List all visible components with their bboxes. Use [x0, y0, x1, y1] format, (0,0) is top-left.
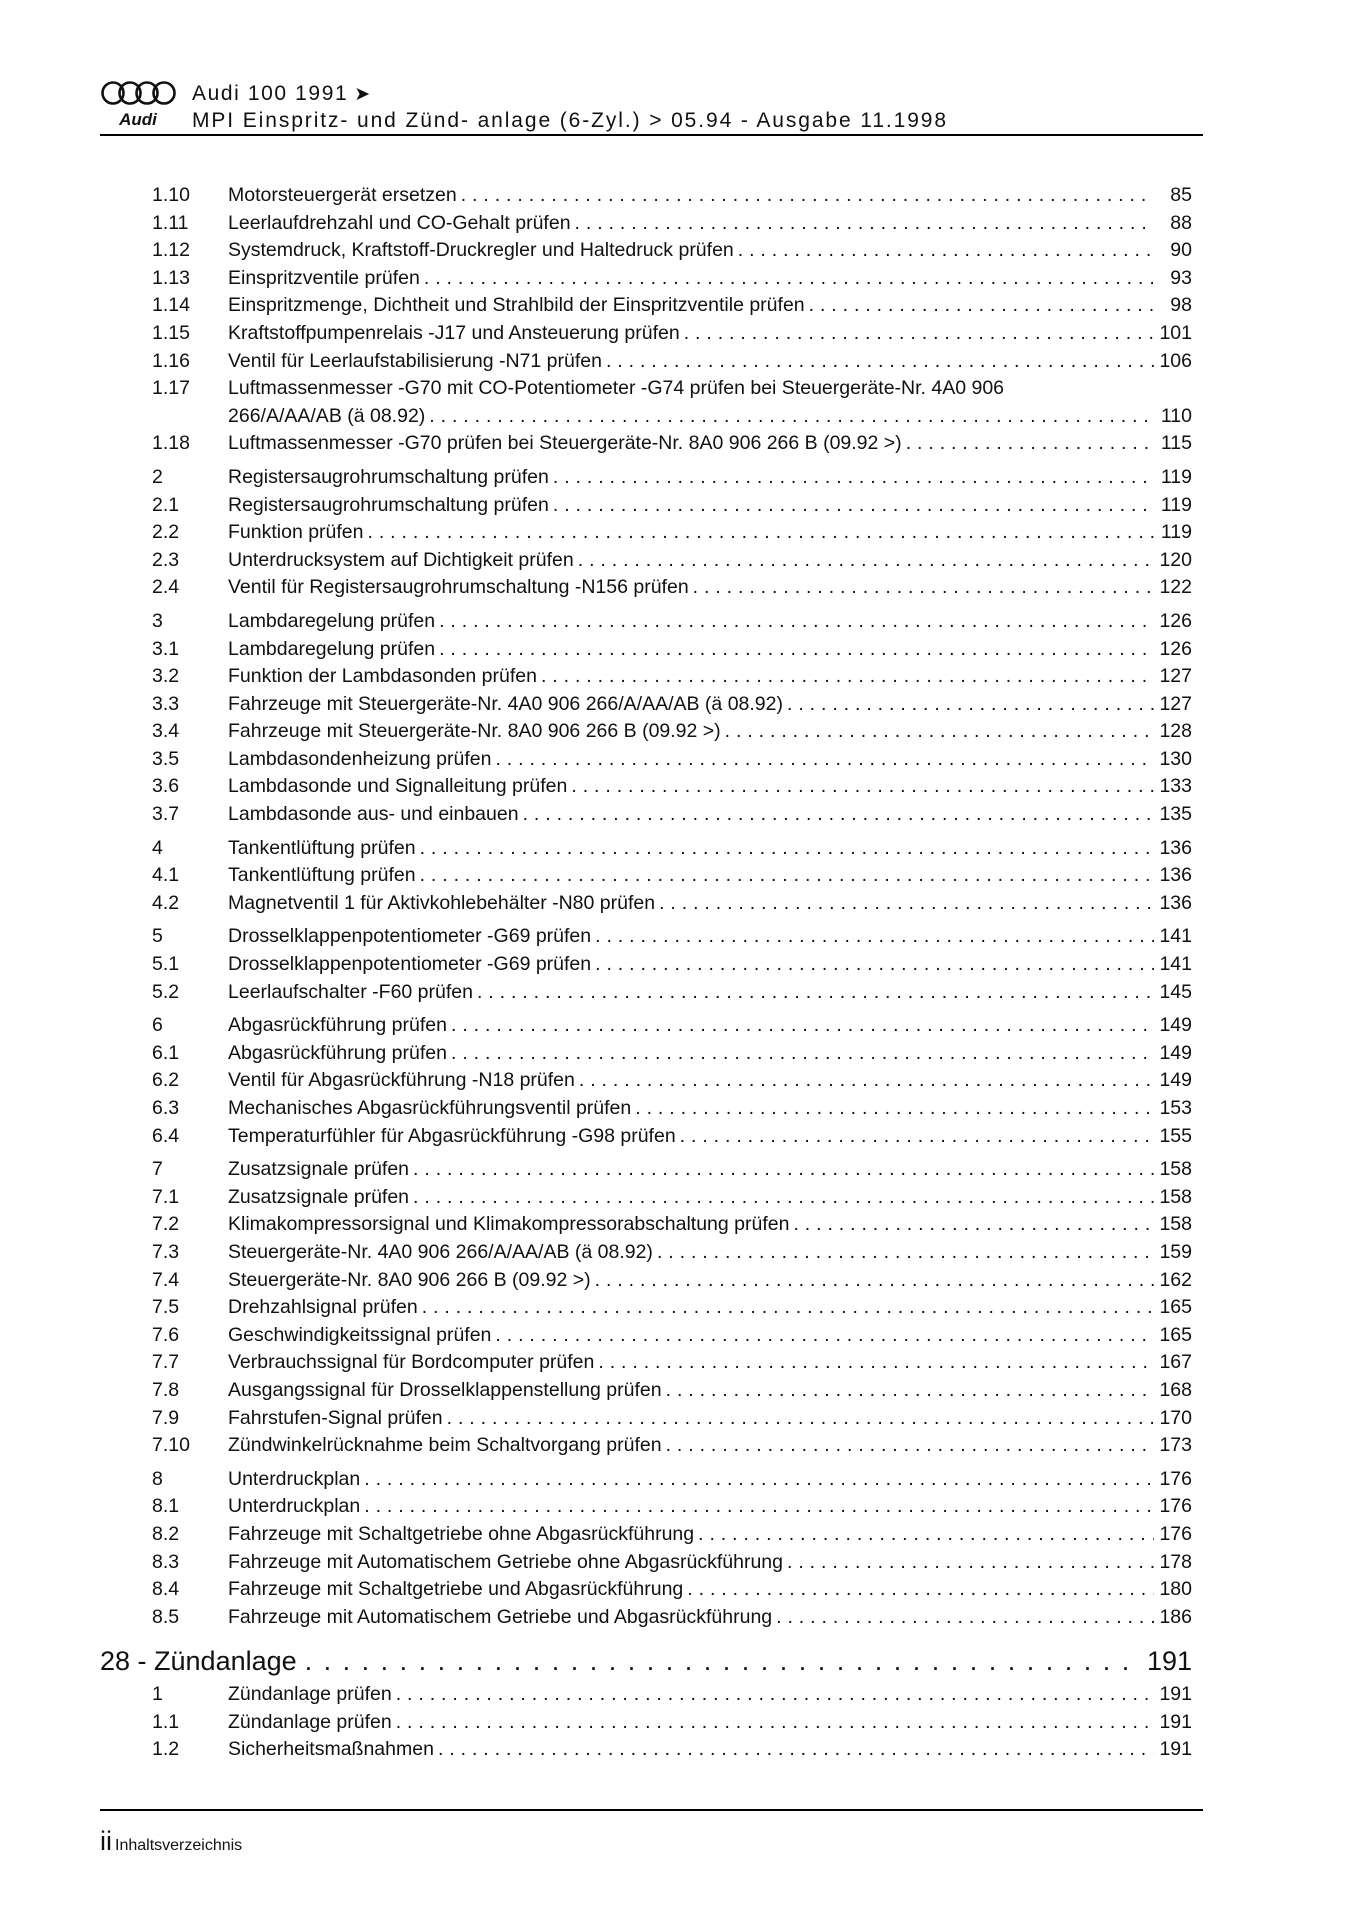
- toc-entry[interactable]: [100, 1405, 1192, 1433]
- entry-title: Geschwindigkeitssignal prüfen: [228, 1323, 492, 1346]
- dot-leader: [553, 464, 1154, 492]
- toc-entry[interactable]: [100, 746, 1192, 774]
- entry-number: 8.5: [152, 1605, 180, 1628]
- entry-title: Zusatzsignale prüfen: [228, 1185, 410, 1208]
- dot-leader: [439, 636, 1154, 664]
- entry-number: 8.4: [152, 1578, 180, 1601]
- toc-entry[interactable]: [100, 1549, 1192, 1577]
- entry-title: Einspritzventile prüfen: [228, 266, 420, 289]
- entry-page: 145: [1159, 980, 1192, 1003]
- entry-page: 101: [1159, 321, 1192, 344]
- entry-title: Unterdrucksystem auf Dichtigkeit prüfen: [228, 548, 574, 571]
- toc-entry[interactable]: [100, 1067, 1192, 1095]
- entry-number: 2.2: [152, 521, 180, 544]
- chapter-number: 4: [152, 836, 163, 859]
- entry-page: 119: [1160, 493, 1192, 516]
- dot-leader: [364, 1466, 1154, 1494]
- table-of-contents: [100, 182, 1192, 1764]
- toc-entry[interactable]: [100, 574, 1192, 602]
- entry-number: 8.3: [152, 1550, 180, 1573]
- dot-leader: [447, 1405, 1154, 1433]
- entry-page: 170: [1159, 1406, 1192, 1429]
- part-title: 28 - Zündanlage: [100, 1646, 297, 1677]
- toc-chapter[interactable]: [100, 608, 1192, 636]
- toc-entry[interactable]: [100, 547, 1192, 575]
- entry-page: 106: [1159, 349, 1192, 372]
- entry-page: 149: [1159, 1069, 1192, 1092]
- chapter-number: 7: [152, 1158, 163, 1181]
- entry-page: 88: [1170, 211, 1192, 234]
- toc-entry[interactable]: [100, 1040, 1192, 1068]
- entry-number: 2.4: [152, 576, 180, 599]
- dot-leader: [305, 1643, 1143, 1679]
- entry-number: 1.13: [152, 266, 190, 289]
- toc-entry[interactable]: [100, 1267, 1192, 1295]
- entry-number: 6.1: [152, 1041, 180, 1064]
- entry-title-line2: 266/A/AA/AB (ä 08.92): [228, 404, 426, 427]
- chapter-number: 2: [152, 465, 163, 488]
- toc-chapter[interactable]: [100, 1466, 1192, 1494]
- entry-page: 149: [1159, 1041, 1192, 1064]
- toc-entry[interactable]: [100, 492, 1192, 520]
- page-header: [100, 80, 1203, 136]
- entry-number: 7.3: [152, 1240, 180, 1263]
- toc-entry[interactable]: [100, 348, 1192, 376]
- toc-chapter[interactable]: [100, 1012, 1192, 1040]
- toc-entry[interactable]: [100, 1123, 1192, 1151]
- chapter-title: Unterdruckplan: [228, 1467, 361, 1490]
- entry-page: 191: [1159, 1710, 1192, 1733]
- entry-number: 6.3: [152, 1097, 180, 1119]
- entry-number: 5.1: [152, 953, 180, 976]
- entry-page: 110: [1160, 404, 1192, 427]
- dot-leader: [657, 1239, 1154, 1267]
- footer-title: Inhaltsverzeichnis: [115, 1837, 243, 1854]
- toc-entry[interactable]: [100, 1432, 1192, 1460]
- entry-number: 7.8: [152, 1378, 180, 1401]
- entry-page: 158: [1159, 1185, 1192, 1208]
- entry-page: 136: [1159, 891, 1192, 914]
- entry-page: 98: [1170, 294, 1192, 317]
- toc-entry[interactable]: [100, 1322, 1192, 1350]
- entry-page: 176: [1159, 1522, 1192, 1545]
- entry-page: 120: [1159, 548, 1192, 571]
- chapter-number: 6: [152, 1014, 163, 1037]
- entry-page: 128: [1159, 720, 1192, 743]
- chapter-number: 5: [152, 925, 163, 948]
- dot-leader: [598, 1349, 1154, 1377]
- entry-title: Lambdaregelung prüfen: [228, 637, 436, 660]
- dot-leader: [606, 348, 1154, 376]
- audi-logo-text: Audi: [119, 110, 157, 129]
- toc-entry[interactable]: [100, 1239, 1192, 1267]
- entry-page: 158: [1159, 1213, 1192, 1236]
- entry-page: 168: [1159, 1378, 1192, 1401]
- entry-number: 3.4: [152, 720, 180, 743]
- entry-number: 2.1: [152, 493, 180, 516]
- entry-title: Drehzahlsignal prüfen: [228, 1296, 418, 1319]
- toc-chapter[interactable]: [100, 835, 1192, 863]
- toc-entry[interactable]: [100, 1736, 1192, 1764]
- entry-title: Steuergeräte-Nr. 4A0 906 266/A/AA/AB (ä 08.92): [228, 1240, 653, 1263]
- entry-title: Lambdasonde aus- und einbauen: [228, 803, 519, 826]
- entry-number: 7.10: [152, 1434, 190, 1457]
- toc-entry[interactable]: [100, 1604, 1192, 1632]
- entry-number: 8.1: [152, 1495, 180, 1518]
- entry-number: 3.7: [152, 803, 180, 826]
- entry-page: 186: [1159, 1605, 1192, 1628]
- chapter-title: Zusatzsignale prüfen: [228, 1158, 410, 1181]
- dot-leader: [420, 835, 1154, 863]
- entry-title-line1: Luftmassenmesser -G70 mit CO-Potentiometer -G74 prüfen bei Steuergeräte-Nr. 4A0 906: [228, 377, 1005, 400]
- entry-title: Einspritzmenge, Dichtheit und Strahlbild der Einspritzventile prüfen: [228, 294, 805, 317]
- entry-title: Fahrzeuge mit Automatischem Getriebe und Abgasrückführung: [228, 1605, 773, 1628]
- chapter-title: Lambdaregelung prüfen: [228, 609, 436, 632]
- entry-title: Leerlaufdrehzahl und CO-Gehalt prüfen: [228, 211, 571, 234]
- entry-page: 135: [1159, 803, 1192, 826]
- dot-leader: [793, 1211, 1154, 1239]
- dot-leader: [595, 951, 1154, 979]
- dot-leader: [578, 547, 1154, 575]
- chapter-page: 158: [1159, 1158, 1192, 1181]
- entry-title: Fahrzeuge mit Steuergeräte-Nr. 8A0 906 266 B (09.92 >): [228, 720, 721, 743]
- entry-title: Zündwinkelrücknahme beim Schaltvorgang prüfen: [228, 1434, 662, 1457]
- chapter-page: 119: [1160, 465, 1192, 488]
- dot-leader: [666, 1432, 1154, 1460]
- toc-chapter[interactable]: [100, 1156, 1192, 1184]
- entry-title: Luftmassenmesser -G70 prüfen bei Steuergeräte-Nr. 8A0 906 266 B (09.92 >): [228, 432, 902, 455]
- entry-title: Registersaugrohrumschaltung prüfen: [228, 493, 549, 516]
- entry-number: 7.7: [152, 1351, 180, 1374]
- model-text: Audi 100 1991: [192, 82, 349, 105]
- entry-number: 1.18: [152, 432, 190, 455]
- entry-page: 127: [1159, 665, 1192, 688]
- toc-entry[interactable]: [100, 801, 1192, 829]
- toc-entry[interactable]: [100, 1521, 1192, 1549]
- model-title: [192, 82, 372, 106]
- entry-title: Funktion der Lambdasonden prüfen: [228, 665, 537, 688]
- toc-chapter[interactable]: [100, 923, 1192, 951]
- dot-leader: [635, 1095, 1154, 1123]
- toc-entry[interactable]: [100, 265, 1192, 293]
- entry-page: 85: [1170, 184, 1192, 206]
- entry-title: Mechanisches Abgasrückführungsventil prüfen: [228, 1097, 632, 1119]
- entry-number: 1.14: [152, 294, 190, 317]
- toc-entry[interactable]: [100, 182, 1192, 210]
- toc-entry[interactable]: [100, 1709, 1192, 1737]
- toc-entry[interactable]: [100, 292, 1192, 320]
- entry-title: Fahrzeuge mit Schaltgetriebe ohne Abgasrückführung: [228, 1522, 695, 1545]
- entry-title: Motorsteuergerät ersetzen: [228, 184, 457, 206]
- entry-number: 4.1: [152, 864, 180, 887]
- entry-number: 3.2: [152, 665, 180, 688]
- chapter-list: [100, 464, 1192, 1631]
- dot-leader: [541, 663, 1154, 691]
- entry-number: 7.1: [152, 1185, 180, 1208]
- entry-page: 191: [1159, 1738, 1192, 1761]
- entry-page: 119: [1160, 521, 1192, 544]
- dot-leader: [495, 1322, 1154, 1350]
- chapter-number: 3: [152, 609, 163, 632]
- footer-divider: [100, 1809, 1203, 1811]
- toc-entry[interactable]: [100, 320, 1192, 348]
- entry-page: 180: [1159, 1578, 1192, 1601]
- entry-title: Steuergeräte-Nr. 8A0 906 266 B (09.92 >): [228, 1268, 591, 1291]
- chapter-page: 141: [1159, 925, 1192, 948]
- entry-number: 1.10: [152, 184, 190, 206]
- entry-page: 165: [1159, 1296, 1192, 1319]
- entry-number: 1.12: [152, 239, 190, 262]
- chapter-page: 126: [1159, 609, 1192, 632]
- toc-entry[interactable]: [100, 519, 1192, 547]
- dot-leader: [680, 1123, 1154, 1151]
- entry-number: 5.2: [152, 980, 180, 1003]
- toc-entry[interactable]: [100, 890, 1192, 918]
- entry-title: Klimakompressorsignal und Klimakompressorabschaltung prüfen: [228, 1213, 790, 1236]
- toc-entry[interactable]: [100, 1576, 1192, 1604]
- dot-leader: [396, 1681, 1154, 1709]
- toc-entry[interactable]: [100, 237, 1192, 265]
- chapter-number: 8: [152, 1467, 163, 1490]
- entry-page: 178: [1159, 1550, 1192, 1573]
- entry-page: 173: [1159, 1434, 1192, 1457]
- chapter-title: Drosselklappenpotentiometer -G69 prüfen: [228, 925, 592, 948]
- toc-entry[interactable]: [100, 1493, 1192, 1521]
- toc-entry[interactable]: [100, 1211, 1192, 1239]
- toc-entry[interactable]: [100, 1184, 1192, 1212]
- chapter-page: 191: [1159, 1683, 1192, 1706]
- dot-leader: [451, 1040, 1154, 1068]
- arrow-icon: ➤: [354, 84, 372, 105]
- dot-leader: [451, 1012, 1154, 1040]
- entry-page: 153: [1159, 1097, 1192, 1119]
- entry-number: 1.17: [152, 377, 190, 400]
- dot-leader: [424, 265, 1154, 293]
- toc-entry[interactable]: [100, 1377, 1192, 1405]
- entry-title: Ventil für Registersaugrohrumschaltung -N156 prüfen: [228, 576, 689, 599]
- chapter-title: Tankentlüftung prüfen: [228, 836, 416, 859]
- toc-entry[interactable]: [100, 718, 1192, 746]
- entry-page: 133: [1159, 775, 1192, 798]
- entry-page: 162: [1159, 1268, 1192, 1291]
- entry-number: 3.3: [152, 692, 180, 715]
- dot-leader: [809, 292, 1154, 320]
- entry-title: Ventil für Abgasrückführung -N18 prüfen: [228, 1069, 575, 1092]
- entry-page: 136: [1159, 864, 1192, 887]
- entry-number: 3.5: [152, 747, 180, 770]
- entry-page: 130: [1159, 747, 1192, 770]
- entry-number: 7.5: [152, 1296, 180, 1319]
- dot-leader: [413, 1184, 1154, 1212]
- chapter-title: Registersaugrohrumschaltung prüfen: [228, 465, 549, 488]
- dot-leader: [776, 1604, 1154, 1632]
- entry-title: Tankentlüftung prüfen: [228, 864, 416, 887]
- dot-leader: [595, 1267, 1154, 1295]
- dot-leader: [420, 862, 1154, 890]
- dot-leader: [666, 1377, 1154, 1405]
- dot-leader: [553, 492, 1154, 520]
- entry-title: Funktion prüfen: [228, 521, 364, 544]
- entry-title: Lambdasondenheizung prüfen: [228, 747, 492, 770]
- entry-number: 1.1: [152, 1710, 180, 1733]
- toc-entry[interactable]: [100, 951, 1192, 979]
- entry-page: 122: [1159, 576, 1192, 599]
- entry-title: Fahrstufen-Signal prüfen: [228, 1406, 443, 1429]
- toc-entry[interactable]: [100, 636, 1192, 664]
- dot-leader: [364, 1493, 1154, 1521]
- entry-number: 2.3: [152, 548, 180, 571]
- dot-leader: [575, 210, 1154, 238]
- entry-title: Lambdasonde und Signalleitung prüfen: [228, 775, 568, 798]
- entry-title: Systemdruck, Kraftstoff-Druckregler und Haltedruck prüfen: [228, 239, 734, 262]
- entry-page: 141: [1159, 953, 1192, 976]
- entry-title: Kraftstoffpumpenrelais -J17 und Ansteuerung prüfen: [228, 321, 680, 344]
- entry-title: Ausgangssignal für Drosselklappenstellung prüfen: [228, 1378, 662, 1401]
- dot-leader: [523, 801, 1154, 829]
- entry-title: Ventil für Leerlaufstabilisierung -N71 prüfen: [228, 349, 602, 372]
- toc-entry[interactable]: [100, 862, 1192, 890]
- toc-entry[interactable]: [100, 210, 1192, 238]
- entry-number: 6.4: [152, 1124, 180, 1147]
- entry-title: Leerlaufschalter -F60 prüfen: [228, 980, 473, 1003]
- dot-leader: [906, 430, 1154, 458]
- entry-number: 4.2: [152, 891, 180, 914]
- dot-leader: [659, 890, 1154, 918]
- entry-number: 1.11: [152, 211, 189, 234]
- dot-leader: [413, 1156, 1154, 1184]
- dot-leader: [787, 1549, 1154, 1577]
- entry-title: Unterdruckplan: [228, 1495, 361, 1518]
- entry-number: 7.6: [152, 1323, 180, 1346]
- dot-leader: [396, 1709, 1154, 1737]
- dot-leader: [693, 574, 1154, 602]
- toc-chapter[interactable]: [100, 1681, 1192, 1709]
- toc-entry[interactable]: [100, 1349, 1192, 1377]
- part-page: 191: [1146, 1646, 1192, 1677]
- entry-number: 3.6: [152, 775, 180, 798]
- entry-title: Fahrzeuge mit Schaltgetriebe und Abgasrückführung: [228, 1578, 684, 1601]
- entry-number: 1.2: [152, 1738, 180, 1761]
- toc-entry[interactable]: [100, 375, 1192, 430]
- toc-entry[interactable]: [100, 430, 1192, 458]
- entry-page: 115: [1160, 432, 1192, 455]
- chapter-page: 176: [1159, 1467, 1192, 1490]
- toc-entry[interactable]: [100, 1095, 1192, 1123]
- entry-title: Verbrauchssignal für Bordcomputer prüfen: [228, 1351, 595, 1374]
- dot-leader: [439, 608, 1154, 636]
- entry-number: 3.1: [152, 637, 180, 660]
- chapter-number: 1: [152, 1683, 163, 1706]
- dot-leader: [787, 691, 1154, 719]
- dot-leader: [684, 320, 1154, 348]
- dot-leader: [698, 1521, 1154, 1549]
- toc-chapter[interactable]: [100, 464, 1192, 492]
- toc-entry[interactable]: [100, 691, 1192, 719]
- entry-page: 93: [1170, 266, 1192, 289]
- entry-number: 7.4: [152, 1268, 180, 1291]
- dot-leader: [579, 1067, 1154, 1095]
- entry-page: 155: [1159, 1124, 1192, 1147]
- toc-entry[interactable]: [100, 663, 1192, 691]
- chapter-title: Zündanlage prüfen: [228, 1683, 392, 1706]
- entry-page: 159: [1159, 1240, 1192, 1263]
- dot-leader: [422, 1294, 1154, 1322]
- entry-title: Magnetventil 1 für Aktivkohlebehälter -N80 prüfen: [228, 891, 656, 914]
- entry-title: Abgasrückführung prüfen: [228, 1041, 447, 1064]
- audi-logo-icon: [100, 80, 178, 130]
- toc-entry[interactable]: [100, 979, 1192, 1007]
- entry-page: 126: [1159, 637, 1192, 660]
- dot-leader: [725, 718, 1154, 746]
- dot-leader: [495, 746, 1154, 774]
- dot-leader: [571, 773, 1154, 801]
- entry-number: 8.2: [152, 1522, 180, 1545]
- toc-entry[interactable]: [100, 1294, 1192, 1322]
- entry-title: Fahrzeuge mit Automatischem Getriebe ohne Abgasrückführung: [228, 1550, 783, 1573]
- footer-page-number: ii: [100, 1826, 112, 1856]
- entry-page: 90: [1170, 239, 1192, 262]
- dot-leader: [429, 403, 1154, 431]
- chapter-page: 136: [1159, 836, 1192, 859]
- chapter-title: Abgasrückführung prüfen: [228, 1014, 447, 1037]
- dot-leader: [461, 182, 1154, 210]
- entry-title: Drosselklappenpotentiometer -G69 prüfen: [228, 953, 592, 976]
- page-footer: [100, 1826, 242, 1857]
- entry-page: 176: [1159, 1495, 1192, 1518]
- entry-page: 167: [1159, 1351, 1192, 1374]
- dot-leader: [368, 519, 1154, 547]
- entry-title: Fahrzeuge mit Steuergeräte-Nr. 4A0 906 266/A/AA/AB (ä 08.92): [228, 692, 783, 715]
- entry-number: 7.9: [152, 1406, 180, 1429]
- entry-title: Zündanlage prüfen: [228, 1710, 392, 1733]
- dot-leader: [595, 923, 1154, 951]
- entry-number: 1.16: [152, 349, 190, 372]
- dot-leader: [477, 979, 1154, 1007]
- entry-number: 7.2: [152, 1213, 180, 1236]
- part-heading[interactable]: [100, 1643, 1192, 1679]
- manual-subtitle: MPI Einspritz- und Zünd- anlage (6-Zyl.) > 05.94 - Ausgabe 11.1998: [192, 109, 948, 132]
- entry-page: 127: [1159, 692, 1192, 715]
- chapter-page: 149: [1159, 1014, 1192, 1037]
- dot-leader: [738, 237, 1154, 265]
- entry-number: 6.2: [152, 1069, 180, 1092]
- entry-page: 165: [1159, 1323, 1192, 1346]
- entry-title: Temperaturfühler für Abgasrückführung -G98 prüfen: [228, 1124, 676, 1147]
- entry-title: Sicherheitsmaßnahmen: [228, 1738, 434, 1761]
- toc-entry[interactable]: [100, 773, 1192, 801]
- dot-leader: [438, 1736, 1154, 1764]
- entry-number: 1.15: [152, 321, 190, 344]
- header-divider: [100, 134, 1203, 136]
- dot-leader: [687, 1576, 1154, 1604]
